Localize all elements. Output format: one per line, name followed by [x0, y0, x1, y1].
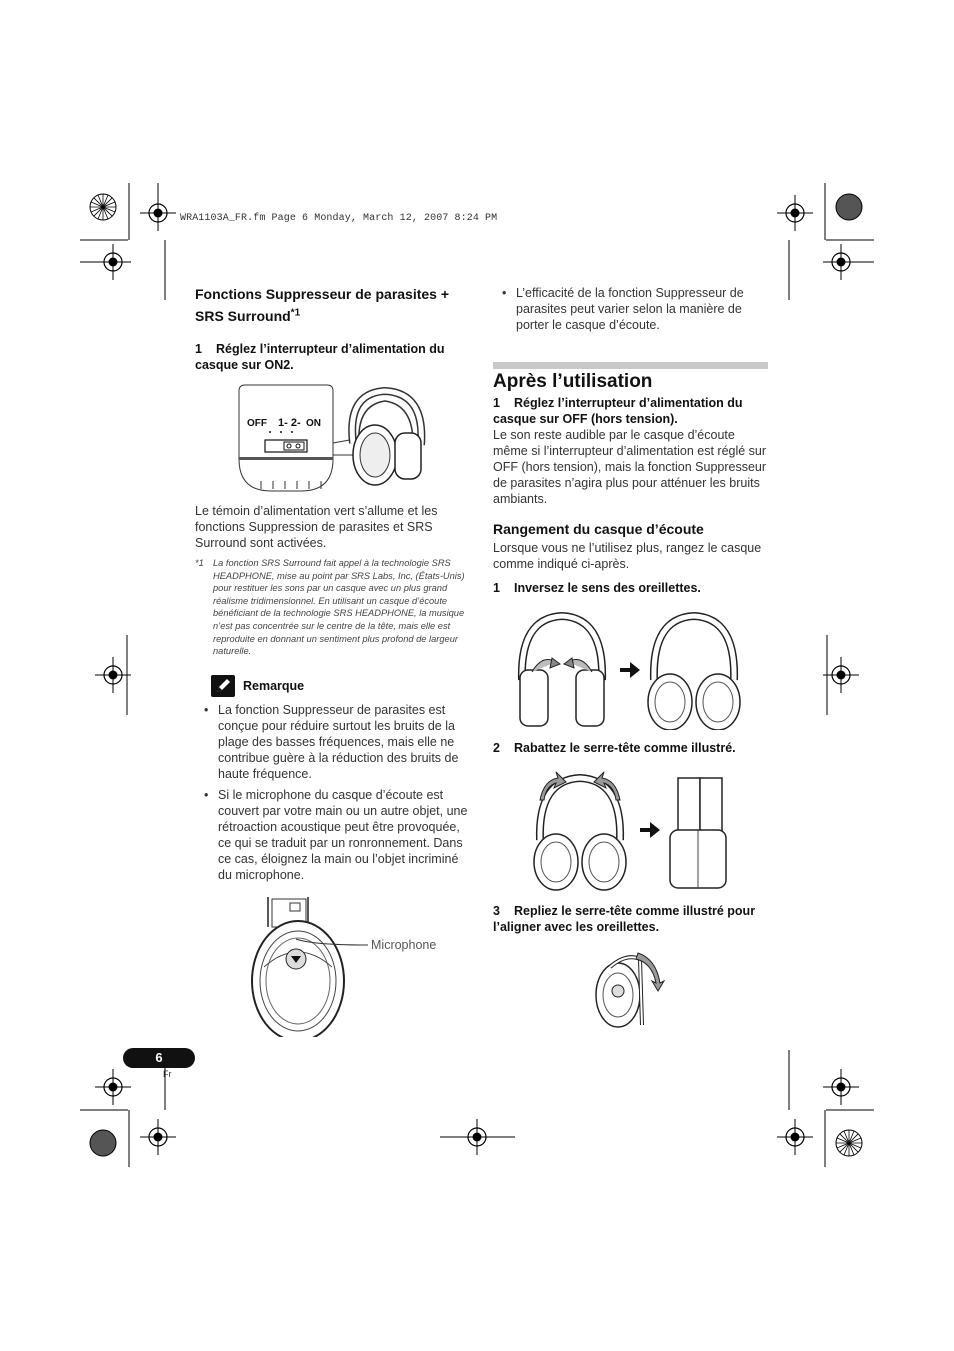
step-number: 2 — [493, 741, 500, 755]
page-number-badge: 6 — [123, 1048, 195, 1068]
step-number: 1 — [195, 342, 202, 356]
fold-up-illustration — [590, 945, 670, 1035]
step-text: Rabattez le serre-tête comme illustré. — [514, 741, 736, 755]
switch-label-off: OFF — [247, 418, 267, 429]
rangement-step-2 — [493, 740, 769, 756]
microphone-label: Microphone — [371, 938, 437, 952]
note-list — [195, 702, 471, 883]
note-header — [211, 675, 471, 699]
rangement-step-3 — [493, 903, 769, 935]
language-code: Fr — [163, 1069, 172, 1079]
note-pencil-icon — [211, 675, 235, 699]
fold-headband-illustration — [530, 770, 730, 892]
left-body — [195, 503, 471, 658]
apres-step-1 — [493, 395, 769, 427]
rangement-step-1 — [493, 580, 769, 596]
rangement-heading: Rangement du casque d’écoute — [493, 521, 704, 537]
efficiency-note: • L’efficacité de la fonction Suppresseur de parasites peut varier selon la manière de porter le casque d’écoute. — [493, 285, 768, 333]
step-text: Inversez le sens des oreillettes. — [514, 581, 701, 595]
footnote-text: La fonction SRS Surround fait appel à la technologie SRS HEADPHONE, mise au point par SRS Labs, Inc, (États-Unis) pour restituer les sons par un casque avec un plus grand réalisme tridimensionnel. En utilisant un casque d’écoute bénéficiant de la technologie SRS HEADPHONE, la musique n’est pas concentrée sur le centre de la tête, mais elle est reproduite en donnant un sentiment plus profond de largeur naturelle. — [213, 558, 465, 657]
step-number: 3 — [493, 904, 500, 918]
right-column — [493, 371, 769, 596]
rangement-body: Lorsque vous ne l’utilisez plus, rangez le casque comme indiqué ci-après. — [493, 541, 762, 571]
footnote-mark: *1 — [195, 558, 204, 568]
note-item: • La fonction Suppresseur de parasites est conçue pour réduire surtout les bruits de la plage des basses fréquences, mais elle ne contribue guère à la réduction des bruits de haute fréquence. — [195, 702, 471, 782]
reverse-earcups-illustration — [512, 610, 762, 730]
note-item: • Si le microphone du casque d’écoute est couvert par votre main ou un autre objet, une rétroaction acoustique peut être provoquée, ce qui se traduit par un ronronnement. Dans ce cas, éloignez la main ou l’objet incriminé du microphone. — [195, 787, 471, 883]
power-paragraph: Le témoin d’alimentation vert s’allume et les fonctions Suppression de parasites et SRS Surround sont activées. — [195, 504, 438, 550]
heading-footnote-ref: *1 — [290, 307, 301, 319]
footnote — [195, 557, 471, 658]
file-info: WRA1103A_FR.fm Page 6 Monday, March 12, 2007 8:24 PM — [180, 213, 498, 224]
step-text: Réglez l’interrupteur d’alimentation du casque sur ON2. — [195, 342, 445, 372]
switch-label-positions: 1- 2- — [278, 417, 301, 429]
step-text: Repliez le serre-tête comme illustré pour l’aligner avec les oreillettes. — [493, 904, 756, 934]
section-heading-text: Fonctions Suppresseur de parasites + SRS Surround — [195, 286, 450, 324]
step-number: 1 — [493, 396, 500, 410]
apres-heading: Après l’utilisation — [493, 371, 653, 392]
section-divider — [493, 362, 768, 369]
right-top-bullets — [493, 285, 768, 333]
section-heading — [195, 283, 471, 327]
switch-label-on: ON — [306, 418, 321, 429]
step-1 — [195, 341, 471, 373]
step-number: 1 — [493, 581, 500, 595]
power-switch-illustration — [235, 383, 435, 495]
apres-step-1-body: Le son reste audible par le casque d’écoute même si l’interrupteur d’alimentation est réglé sur OFF (hors tension), mais la fonction Suppresseur de parasites n’agira plus pour atténuer les bruits ambiants. — [493, 428, 767, 506]
step-text: Réglez l’interrupteur d’alimentation du casque sur OFF (hors tension). — [493, 396, 743, 426]
note-title: Remarque — [243, 679, 305, 693]
microphone-pointer-line — [292, 935, 372, 955]
left-column — [195, 283, 471, 373]
microphone-illustration — [250, 897, 360, 1037]
